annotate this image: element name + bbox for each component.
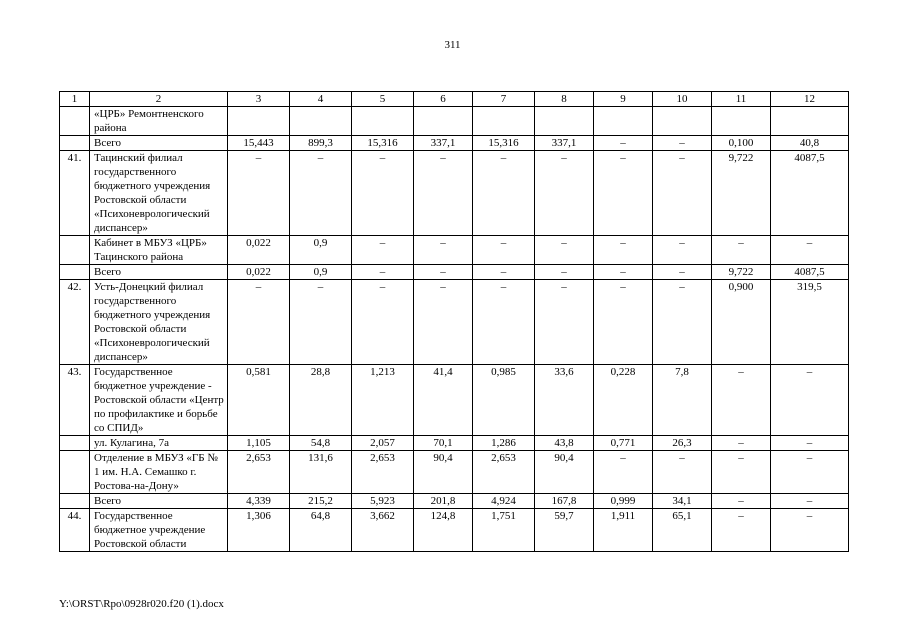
value-cell: 90,4 (414, 451, 473, 494)
value-cell: – (414, 151, 473, 236)
value-cell: – (712, 509, 771, 552)
value-cell: 1,751 (473, 509, 535, 552)
data-table (59, 91, 849, 552)
value-cell (535, 107, 594, 136)
value-cell (228, 107, 290, 136)
value-cell: – (653, 451, 712, 494)
value-cell: – (653, 136, 712, 151)
value-cell: – (290, 151, 352, 236)
value-cell: – (228, 280, 290, 365)
row-number-cell (60, 451, 90, 494)
column-number-cell: 11 (712, 92, 771, 107)
value-cell: 2,653 (352, 451, 414, 494)
row-number-cell: 42. (60, 280, 90, 365)
column-number-cell: 1 (60, 92, 90, 107)
value-cell: – (473, 236, 535, 265)
value-cell: – (290, 280, 352, 365)
row-number-cell (60, 236, 90, 265)
institution-name-cell: ул. Кулагина, 7а (90, 436, 228, 451)
value-cell: 167,8 (535, 494, 594, 509)
institution-name-cell: Всего (90, 494, 228, 509)
table-row (60, 509, 849, 552)
column-number-cell: 10 (653, 92, 712, 107)
value-cell: – (414, 236, 473, 265)
table-row (60, 280, 849, 365)
institution-name-cell: Государственное бюджетное учреждение Ростовской области (90, 509, 228, 552)
value-cell: 899,3 (290, 136, 352, 151)
value-cell: 7,8 (653, 365, 712, 436)
row-number-cell: 41. (60, 151, 90, 236)
value-cell: 1,105 (228, 436, 290, 451)
row-number-cell: 44. (60, 509, 90, 552)
table-row (60, 365, 849, 436)
value-cell: 0,771 (594, 436, 653, 451)
value-cell (414, 107, 473, 136)
column-number-cell: 9 (594, 92, 653, 107)
value-cell: – (594, 151, 653, 236)
value-cell (653, 107, 712, 136)
column-number-cell: 12 (771, 92, 849, 107)
value-cell: – (473, 265, 535, 280)
institution-name-cell: Тацинский филиал государственного бюджетного учреждения Ростовской области «Психоневрологический диспансер» (90, 151, 228, 236)
institution-name-cell: Всего (90, 265, 228, 280)
value-cell: 2,057 (352, 436, 414, 451)
value-cell: – (653, 236, 712, 265)
column-number-cell: 8 (535, 92, 594, 107)
value-cell: 0,581 (228, 365, 290, 436)
value-cell: – (771, 494, 849, 509)
value-cell: 0,228 (594, 365, 653, 436)
table-row (60, 436, 849, 451)
table-row (60, 151, 849, 236)
table-row (60, 451, 849, 494)
value-cell: – (352, 280, 414, 365)
value-cell: – (771, 365, 849, 436)
value-cell: – (352, 151, 414, 236)
value-cell (473, 107, 535, 136)
value-cell: – (653, 265, 712, 280)
value-cell: 28,8 (290, 365, 352, 436)
value-cell: 34,1 (653, 494, 712, 509)
value-cell: 64,8 (290, 509, 352, 552)
table-row (60, 136, 849, 151)
value-cell (594, 107, 653, 136)
institution-name-cell: Всего (90, 136, 228, 151)
column-number-cell: 7 (473, 92, 535, 107)
value-cell: 1,213 (352, 365, 414, 436)
value-cell: 4,339 (228, 494, 290, 509)
value-cell: 59,7 (535, 509, 594, 552)
value-cell: – (414, 265, 473, 280)
value-cell: 0,9 (290, 265, 352, 280)
value-cell (712, 107, 771, 136)
value-cell: – (473, 280, 535, 365)
value-cell: 9,722 (712, 151, 771, 236)
value-cell: 15,316 (473, 136, 535, 151)
value-cell: – (594, 236, 653, 265)
value-cell: – (414, 280, 473, 365)
value-cell: – (228, 151, 290, 236)
value-cell: – (352, 236, 414, 265)
value-cell: 4087,5 (771, 151, 849, 236)
column-number-cell: 3 (228, 92, 290, 107)
value-cell: 3,662 (352, 509, 414, 552)
row-number-cell: 43. (60, 365, 90, 436)
value-cell: – (594, 265, 653, 280)
value-cell: 0,900 (712, 280, 771, 365)
column-number-cell: 5 (352, 92, 414, 107)
value-cell: 4087,5 (771, 265, 849, 280)
value-cell: – (771, 451, 849, 494)
value-cell: 70,1 (414, 436, 473, 451)
value-cell: – (712, 451, 771, 494)
value-cell: 41,4 (414, 365, 473, 436)
value-cell: – (594, 280, 653, 365)
value-cell: 337,1 (414, 136, 473, 151)
value-cell: 1,911 (594, 509, 653, 552)
value-cell: – (653, 151, 712, 236)
value-cell: 0,022 (228, 265, 290, 280)
column-number-cell: 2 (90, 92, 228, 107)
institution-name-cell: Усть-Донецкий филиал государственного бюджетного учреждения Ростовской области «Психоневрологический диспансер» (90, 280, 228, 365)
value-cell: – (771, 236, 849, 265)
value-cell: – (535, 151, 594, 236)
value-cell: – (535, 265, 594, 280)
value-cell: – (535, 236, 594, 265)
value-cell: 33,6 (535, 365, 594, 436)
value-cell: 319,5 (771, 280, 849, 365)
column-number-cell: 6 (414, 92, 473, 107)
value-cell: – (712, 436, 771, 451)
row-number-cell (60, 436, 90, 451)
value-cell: 40,8 (771, 136, 849, 151)
institution-name-cell: Отделение в МБУЗ «ГБ № 1 им. Н.А. Семашко г. Ростова-на-Дону» (90, 451, 228, 494)
value-cell: – (594, 451, 653, 494)
value-cell: 0,985 (473, 365, 535, 436)
table-row (60, 494, 849, 509)
value-cell (352, 107, 414, 136)
value-cell: 15,443 (228, 136, 290, 151)
value-cell: 0,999 (594, 494, 653, 509)
row-number-cell (60, 494, 90, 509)
value-cell: – (535, 280, 594, 365)
column-number-cell: 4 (290, 92, 352, 107)
institution-name-cell: «ЦРБ» Ремонтненского района (90, 107, 228, 136)
value-cell: 65,1 (653, 509, 712, 552)
value-cell: – (712, 494, 771, 509)
value-cell: 2,653 (228, 451, 290, 494)
value-cell: 215,2 (290, 494, 352, 509)
value-cell: – (712, 236, 771, 265)
page-number: 311 (444, 39, 461, 51)
institution-name-cell: Государственное бюджетное учреждение - Ростовской области «Центр по профилактике и борьбе со СПИД» (90, 365, 228, 436)
value-cell: 337,1 (535, 136, 594, 151)
value-cell: 1,286 (473, 436, 535, 451)
value-cell: 2,653 (473, 451, 535, 494)
value-cell: – (712, 365, 771, 436)
column-number-row (60, 92, 849, 107)
value-cell: – (771, 436, 849, 451)
value-cell: 90,4 (535, 451, 594, 494)
value-cell: – (594, 136, 653, 151)
row-number-cell (60, 107, 90, 136)
value-cell: 5,923 (352, 494, 414, 509)
value-cell: 26,3 (653, 436, 712, 451)
value-cell: – (473, 151, 535, 236)
value-cell: 201,8 (414, 494, 473, 509)
value-cell: 124,8 (414, 509, 473, 552)
value-cell: 43,8 (535, 436, 594, 451)
table-body (60, 92, 849, 552)
row-number-cell (60, 136, 90, 151)
table-row (60, 107, 849, 136)
value-cell: 1,306 (228, 509, 290, 552)
value-cell: 9,722 (712, 265, 771, 280)
value-cell (290, 107, 352, 136)
institution-name-cell: Кабинет в МБУЗ «ЦРБ» Тацинского района (90, 236, 228, 265)
value-cell: 131,6 (290, 451, 352, 494)
value-cell: 54,8 (290, 436, 352, 451)
value-cell: – (352, 265, 414, 280)
value-cell: – (653, 280, 712, 365)
row-number-cell (60, 265, 90, 280)
table-row (60, 265, 849, 280)
value-cell: – (771, 509, 849, 552)
value-cell (771, 107, 849, 136)
footer-file-path: Y:\ORST\Rpo\0928r020.f20 (1).docx (59, 598, 224, 610)
value-cell: 4,924 (473, 494, 535, 509)
value-cell: 15,316 (352, 136, 414, 151)
value-cell: 0,100 (712, 136, 771, 151)
value-cell: 0,022 (228, 236, 290, 265)
table-row (60, 236, 849, 265)
value-cell: 0,9 (290, 236, 352, 265)
